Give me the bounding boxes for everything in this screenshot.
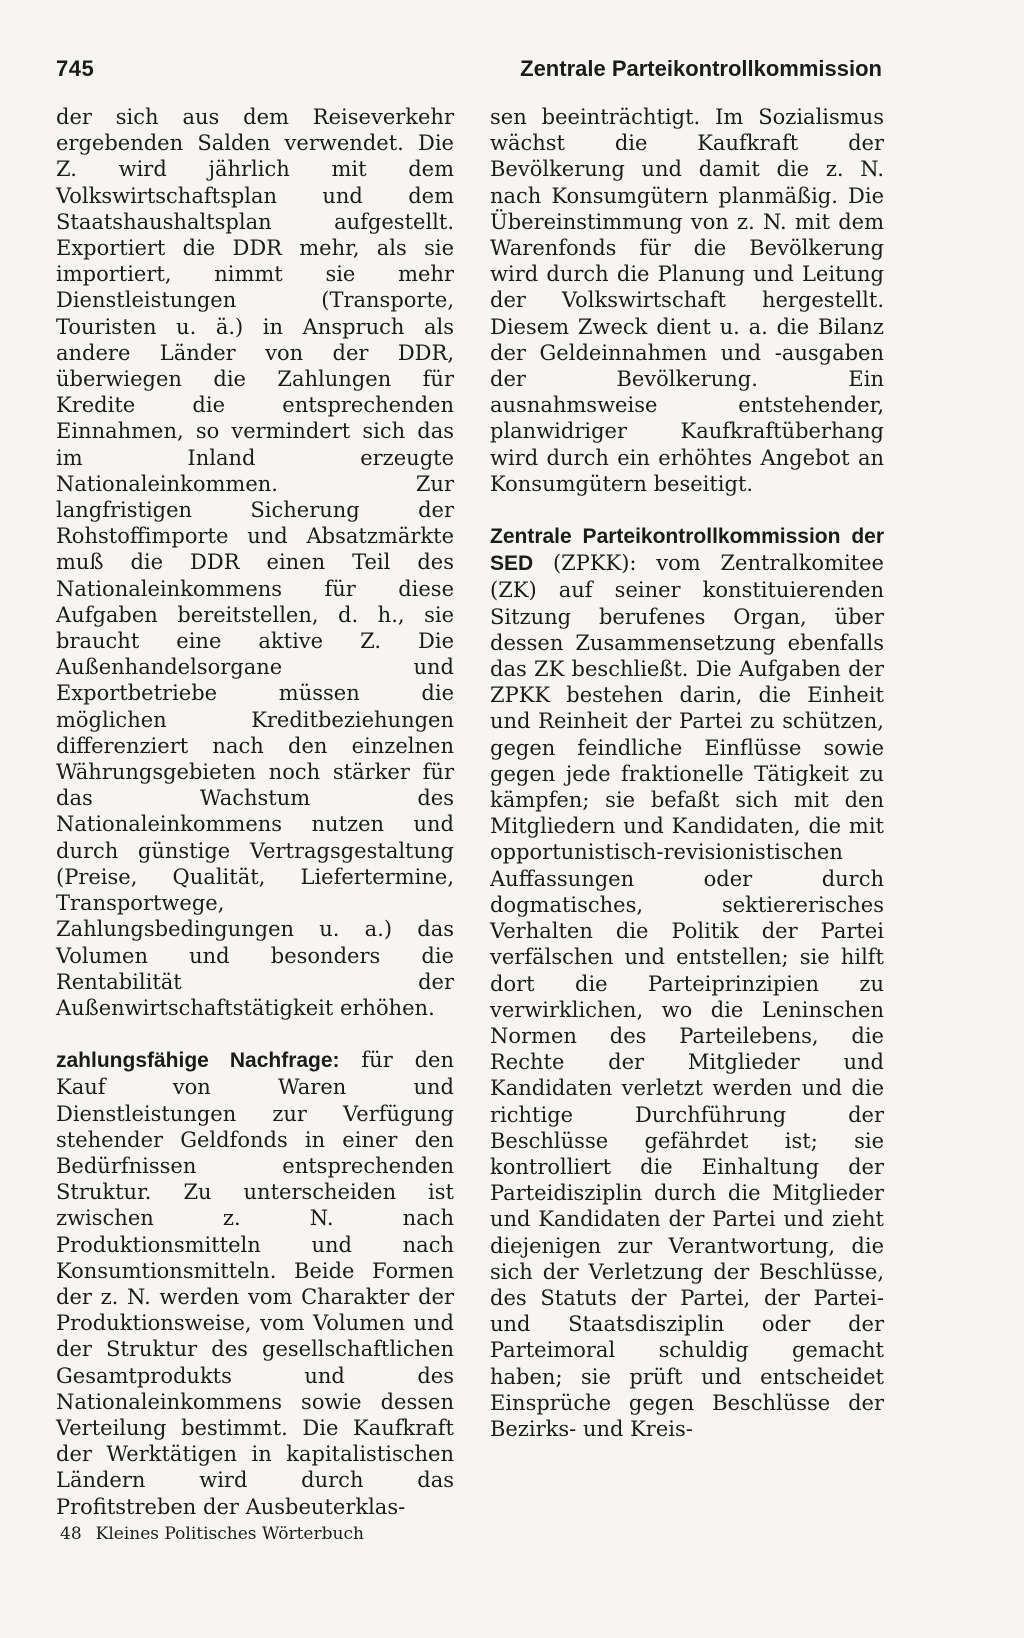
entry-zentrale-parteikontrollkommission [490, 523, 884, 1442]
left-column [56, 104, 454, 1520]
right-column [490, 104, 884, 1442]
signature-footer [60, 1524, 364, 1544]
entry-zahlungsfaehige-nachfrage [56, 1047, 454, 1520]
left-continuation-paragraph: der sich aus dem Reiseverkehr ergebenden Salden verwendet. Die Z. wird jährlich mit dem Volkswirtschaftsplan und dem Staatshaushaltsplan aufgestellt. Exportiert die DDR mehr, als sie importiert, nimmt sie mehr Dienstleistungen (Transporte, Touristen u. ä.) in Anspruch als andere Länder von der DDR, überwiegen die Zahlungen für Kredite die entsprechenden Einnahmen, so vermindert sich das im Inland erzeugte Nationaleinkommen. Zur langfristigen Sicherung der Rohstoffimporte und Absatzmärkte muß die DDR einen Teil des Nationaleinkommens für diese Aufgaben bereitstellen, d. h., sie braucht eine aktive Z. Die Außenhandelsorgane und Exportbetriebe müssen die möglichen Kreditbeziehungen differenziert nach den einzelnen Währungsgebieten noch stärker für das Wachstum des Nationaleinkommens nutzen und durch günstige Vertragsgestaltung (Preise, Qualität, Liefertermine, Transportwege, Zahlungsbedingungen u. a.) das Volumen und besonders die Rentabilität der Außenwirtschaftstätigkeit erhöhen. [56, 105, 454, 1020]
right-continuation-paragraph: sen beeinträchtigt. Im Sozialismus wächst die Kaufkraft der Bevölkerung und damit die z. N. nach Konsumgütern planmäßig. Die Übereinstimmung von z. N. mit dem Warenfonds für die Bevölkerung wird durch die Planung und Leitung der Volkswirtschaft hergestellt. Diesem Zweck dient u. a. die Bilanz der Geldeinnahmen und -ausgaben der Bevölkerung. Ein ausnahmsweise entstehender, planwidriger Kaufkraftüberhang wird durch ein erhöhtes Angebot an Konsumgütern beseitigt. [490, 105, 884, 496]
page-number: 745 [56, 56, 95, 81]
entry-headword: zahlungsfähige Nachfrage: [56, 1049, 340, 1073]
entry-text: für den Kauf von Waren und Dienstleistungen zur Verfügung stehender Geldfonds in einer den Bedürfnissen entsprechenden Struktur. Zu unterscheiden ist zwischen z. N. nach Produktionsmitteln und nach Konsumtionsmitteln. Beide Formen der z. N. werden vom Charakter der Produktionsweise, vom Volumen und der Struktur des gesellschaftlichen Gesamtprodukts und des Nationaleinkommens sowie dessen Verteilung bestimmt. Die Kaufkraft der Werktätigen in kapitalistischen Ländern wird durch das Profitstreben der Ausbeuterklas- [56, 1048, 454, 1519]
signature-number: 48 [60, 1524, 82, 1544]
entry-text: (ZPKK): vom Zentralkomitee (ZK) auf seiner konstituierenden Sitzung berufenes Organ, über dessen Zusammensetzung ebenfalls das ZK beschließt. Die Aufgaben der ZPKK bestehen darin, die Einheit und Reinheit der Partei zu schützen, gegen feindliche Einflüsse sowie gegen jede fraktionelle Tätigkeit zu kämpfen; sie befaßt sich mit den Mitgliedern und Kandidaten, die mit opportunistisch-revisionistischen Auffassungen oder durch dogmatisches, sektiererisches Verhalten die Politik der Partei verfälschen und entstellen; sie hilft dort die Parteiprinzipien zu verwirklichen, wo die Leninschen Normen des Parteilebens, die Rechte der Mitglieder und Kandidaten verletzt werden und die richtige Durchführung der Beschlüsse gefährdet ist; sie kontrolliert die Einhaltung der Parteidisziplin durch die Mitglieder und Kandidaten der Partei und zieht diejenigen zur Verantwortung, die sich der Verletzung der Beschlüsse, des Statuts der Partei, der Partei- und Staatsdisziplin oder der Parteimoral schuldig gemacht haben; sie prüft und entscheidet Einsprüche gegen Beschlüsse der Bezirks- und Kreis- [490, 551, 884, 1441]
running-head: Zentrale Parteikontrollkommission [520, 56, 882, 81]
book-title: Kleines Politisches Wörterbuch [95, 1524, 364, 1544]
entry-headword: Zentrale Parteikontrollkommission der SED [490, 525, 884, 576]
